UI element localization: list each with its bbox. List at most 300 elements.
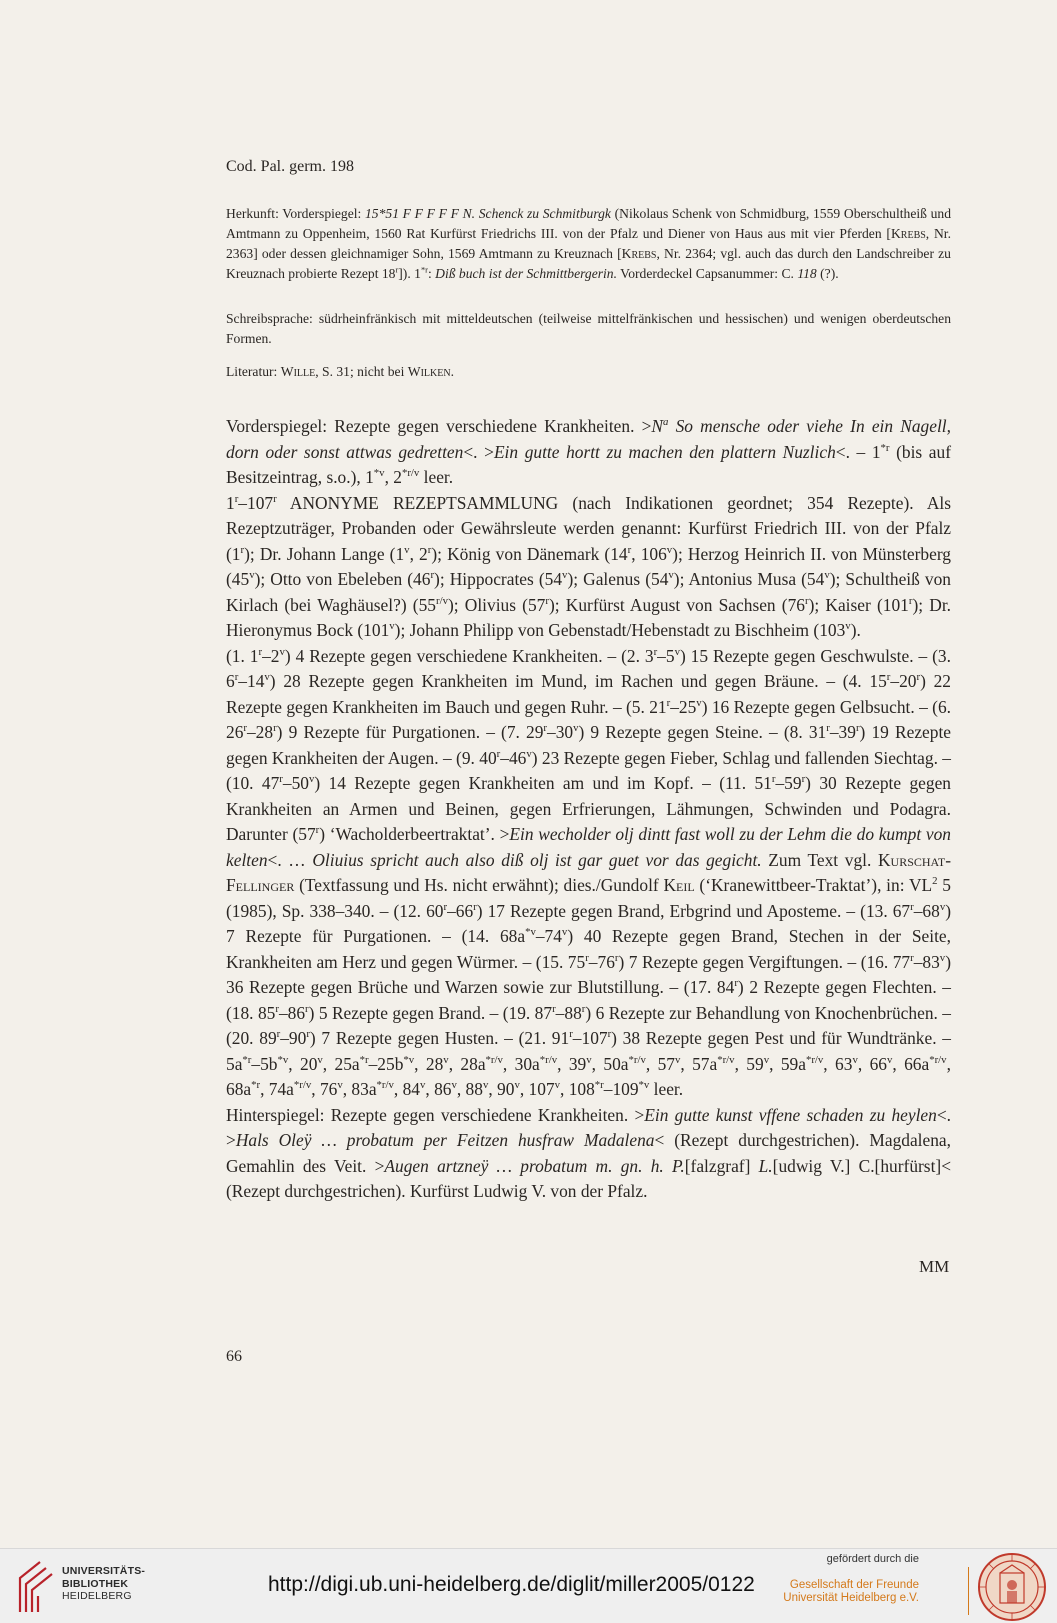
sponsor-by: gefördert durch die — [826, 1553, 919, 1565]
text-run: So mensche oder viehe In ein Nagell, dorn oder sonst attwas gedretten — [226, 416, 951, 462]
text-run: 6 Rezepte zur Behandlung von Knochenbrüchen. – — [591, 1002, 951, 1023]
text-run: <. > — [463, 441, 494, 462]
text-run: –50 — [282, 773, 309, 793]
text-run: ); König von Dänemark (14 — [431, 543, 628, 564]
text-run: *r/v — [485, 1053, 503, 1066]
text-run: ); Johann Philipp von Gebenstadt/Hebenstadt zu Bischheim (103 — [394, 620, 846, 640]
text-run: ); Otto von Ebeleben (46 — [254, 569, 431, 589]
text-run: *r — [251, 1079, 261, 1092]
text-run: ); Herzog Heinrich II. von Münsterberg (45 — [226, 543, 952, 589]
footer-bar — [0, 1548, 1057, 1623]
text-run: v — [389, 620, 395, 633]
text-run: r — [614, 951, 619, 964]
text-run: v — [668, 569, 674, 582]
text-run: : — [427, 266, 436, 281]
text-run: Hals Oleÿ … probatum per Feitzen husfraw Madalena — [235, 1130, 655, 1150]
text-run: (16. 77 — [860, 951, 911, 972]
text-run: v — [404, 543, 410, 556]
text-run: *r/v — [376, 1079, 394, 1092]
text-run: ) — [945, 900, 951, 921]
text-run: (18. 85 — [226, 1002, 276, 1023]
text-run: v — [264, 671, 270, 684]
text-run: < (Rezept durchgestrichen). Magdalena, Gemahlin des Veit. > — [226, 1130, 951, 1176]
text-run: , 28a — [448, 1053, 486, 1074]
text-run: [udwig V.] C.[hurfürst]< (Rezept durchgestrichen). Kurfürst Ludwig V. von der Pfalz. — [226, 1155, 951, 1201]
text-run: , 107 — [519, 1079, 555, 1099]
text-run: 5 Rezepte gegen Brand. – — [314, 1002, 503, 1023]
text-run: , 20 — [288, 1053, 318, 1074]
text-run: , 66 — [857, 1053, 887, 1074]
text-run: leer. — [419, 467, 454, 487]
text-run: 36 Rezepte gegen Brüche und Warzen sowie zur Blutstillung. – — [226, 977, 684, 997]
text-run: (19. 87 — [502, 1002, 553, 1023]
text-run: Augen artzneÿ … probatum m. gn. h. P. — [384, 1155, 685, 1176]
text-run: r — [443, 900, 448, 913]
text-run: –83 — [913, 951, 940, 972]
text-run: r — [240, 543, 245, 556]
text-run: (7. 29 — [501, 722, 544, 742]
text-run: v — [886, 1053, 893, 1066]
text-run: r — [306, 1028, 310, 1041]
text-run: *r/v — [805, 1053, 824, 1066]
text-run: N — [651, 416, 664, 436]
text-run: r — [552, 1002, 556, 1015]
text-run: , 108 — [560, 1079, 595, 1099]
text-run: ) — [309, 1028, 316, 1048]
text-run: , 106 — [631, 543, 667, 564]
sponsor-org — [729, 1579, 919, 1606]
text-run: *v — [373, 467, 385, 480]
author-signature: MM — [919, 1257, 950, 1276]
text-run: r — [666, 696, 671, 709]
text-run: (‘Kranewittbeer-Traktat’), in: VL — [694, 875, 933, 895]
text-run: r — [315, 824, 320, 837]
text-run: , S. 31; nicht bei — [315, 364, 408, 379]
text-run: r — [275, 1002, 279, 1015]
text-run: 4 Rezepte gegen verschiedene Krankheiten. – — [290, 645, 622, 666]
text-run: v — [562, 569, 568, 582]
text-run: r — [653, 645, 658, 658]
text-run: *v — [403, 1053, 415, 1066]
text-run: –30 — [547, 722, 574, 742]
text-run: ) — [284, 645, 291, 666]
text-run: r — [243, 722, 247, 735]
text-run: –25 — [670, 696, 697, 717]
text-run: (11. 51 — [719, 773, 772, 793]
text-run: r — [607, 1028, 612, 1041]
text-run: Diß buch ist der Schmittbergerin. — [435, 266, 617, 281]
text-run: v — [696, 696, 702, 709]
text-run: Keil — [663, 875, 695, 895]
text-run: 1 — [226, 492, 235, 513]
text-run: <. – 1 — [835, 441, 881, 462]
text-run: (9. 40 — [456, 747, 497, 768]
text-run: –107 — [238, 492, 274, 513]
text-run: –39 — [829, 722, 856, 742]
text-run: , 57 — [645, 1053, 675, 1074]
text-run: r — [569, 1028, 573, 1041]
text-run: v — [674, 645, 680, 658]
text-run: r — [496, 747, 501, 760]
text-run: (10. 47 — [226, 773, 280, 793]
text-run: 38 Rezepte gegen Pest und für Wundtränke. – 5a — [226, 1028, 951, 1074]
text-run: ) — [531, 747, 538, 768]
text-run: ) — [805, 773, 811, 793]
text-run: v — [317, 1053, 323, 1066]
logo-line: BIBLIOTHEK — [62, 1577, 129, 1590]
text-run: (Nikolaus Schenk von Schmidburg, 1559 Oberschultheiß und Amtmann zu Oppenheim, 1560 Rat Kurfürst Friedrichs III. von der Pfalz und Diener von Haus aus mit vier Pferden [ — [226, 206, 951, 241]
text-run: ); Olivius (57 — [447, 594, 546, 615]
text-run: , 66a — [892, 1053, 930, 1074]
text-run: *r — [594, 1079, 604, 1092]
text-run: ); Dr. Hieronymus Bock (101 — [226, 594, 952, 640]
text-run: 22 Rezepte gegen Krankheiten im Bauch und gegen Ruhr. – — [226, 671, 951, 717]
text-run: r — [627, 543, 632, 556]
text-run: v — [666, 543, 673, 556]
text-run: –2 — [262, 645, 280, 666]
text-run: –5 — [657, 645, 675, 666]
text-run: *r/v — [539, 1053, 558, 1066]
text-run: (21. 91 — [518, 1028, 570, 1048]
text-run: Vorderspiegel: Rezepte gegen verschiedene Krankheiten. > — [226, 416, 652, 436]
text-run: v — [279, 645, 285, 658]
text-run: *r/v — [929, 1053, 947, 1066]
text-run: 30 Rezepte gegen Krankheiten an Armen und Beinen, gegen Erfrierungen, Lähmungen, Schwinden und Podagra. Darunter (57 — [226, 773, 951, 844]
text-run: , 57a — [680, 1053, 718, 1074]
text-run: r — [916, 671, 921, 684]
text-run: r — [545, 594, 549, 607]
text-run: , 84 — [393, 1079, 420, 1099]
text-run: *r — [242, 1053, 252, 1066]
text-run: r — [734, 977, 738, 990]
text-run: v — [419, 1079, 426, 1092]
text-run: Ein gutte hortt zu machen den plattern Nuzlich — [493, 441, 836, 462]
text-run: ); Kurfürst August von Sachsen (76 — [548, 594, 805, 615]
text-run: (5. 21 — [626, 696, 667, 717]
text-run: r — [427, 543, 432, 556]
text-run: 118 — [797, 266, 817, 281]
text-run: (17. 84 — [683, 977, 735, 997]
text-run: [falzgraf] — [684, 1155, 759, 1176]
text-run: ) — [920, 671, 926, 691]
text-run: (1. 1 — [226, 645, 259, 666]
text-run: v — [674, 1053, 681, 1066]
herkunft-paragraph — [226, 204, 951, 284]
sponsor-org-line: Universität Heidelberg e.V. — [783, 1592, 919, 1604]
text-run: *r/v — [401, 467, 420, 480]
text-run: *r/v — [717, 1053, 735, 1066]
text-run: ) — [701, 696, 708, 717]
text-run: 23 Rezepte gegen Fieber, Schlag und fallenden Siechtag. – — [537, 747, 951, 768]
text-run: 14 Rezepte gegen Krankheiten am und im Kopf. – — [320, 773, 720, 793]
text-run: *r — [420, 264, 428, 275]
text-run: v — [586, 1053, 592, 1066]
text-run: –14 — [238, 671, 265, 691]
text-run: 28 Rezepte gegen Krankheiten im Mund, im Rachen und gegen Bräune. – — [275, 671, 843, 691]
text-run: 9 Rezepte für Purgationen. – — [282, 722, 502, 742]
text-run: (13. 67 — [860, 900, 911, 921]
text-run: r — [910, 951, 914, 964]
text-run: ) — [585, 1002, 592, 1023]
text-run: v — [852, 1053, 858, 1066]
text-run: 7 Rezepte für Purgationen. – — [226, 926, 462, 946]
text-run: –20 — [890, 671, 917, 691]
text-run: r — [908, 594, 913, 607]
text-run: (?). — [816, 266, 839, 281]
text-run: –76 — [588, 951, 615, 972]
text-run: (12. 60 — [393, 900, 444, 921]
text-run: *v — [638, 1079, 650, 1092]
text-run: r — [234, 671, 239, 684]
text-run: ) — [859, 722, 866, 742]
text-run: ) — [269, 671, 276, 691]
text-run: r — [430, 569, 435, 582]
text-run: Schreibsprache: südrheinfränkisch mit mitteldeutschen (teilweise mittelfränkischen und hessischen) und wenigen oberdeutschen Formen. — [226, 311, 951, 346]
text-run: –86 — [278, 1002, 306, 1023]
text-run: r — [273, 722, 277, 735]
text-run: , 30a — [502, 1053, 540, 1074]
text-run: –88 — [555, 1002, 582, 1023]
text-run: –68 — [913, 900, 940, 921]
text-run: (2. 3 — [621, 645, 654, 666]
text-run: , 90 — [488, 1079, 515, 1099]
text-run: v — [526, 747, 532, 760]
text-run: Vorderdeckel Capsanummer: C. — [617, 266, 798, 281]
text-run: ); Antonius Musa (54 — [673, 569, 825, 589]
text-run: (bis auf Besitzeintrag, s.o.), 1 — [226, 441, 951, 487]
text-run: Kurschat-Fellinger — [226, 849, 951, 895]
text-run: Herkunft: Vorderspiegel: — [226, 206, 365, 221]
text-run: –107 — [572, 1028, 608, 1048]
text-run: , 59 — [734, 1053, 764, 1074]
text-run: ); Galenus (54 — [567, 569, 669, 589]
text-run: ) — [567, 926, 574, 946]
text-run: r — [395, 264, 399, 275]
text-run: r — [276, 1028, 281, 1041]
university-seal-icon — [976, 1551, 1048, 1623]
text-run: , Nr. 2363] oder dessen gleichnamiger Sohn, 1569 Amtmann zu Kreuznach [ — [226, 226, 951, 261]
text-run: 19 Rezepte gegen Krankheiten der Augen. – — [226, 722, 951, 768]
text-run: (4. 15 — [842, 671, 887, 691]
text-run: v — [451, 1079, 457, 1092]
text-run: (8. 31 — [783, 722, 827, 742]
text-run: leer. — [649, 1079, 684, 1099]
text-run: –25b — [368, 1053, 404, 1074]
text-run: v — [514, 1079, 520, 1092]
text-run: a — [663, 416, 669, 429]
text-run: –109 — [603, 1079, 639, 1099]
text-run: r — [585, 951, 589, 964]
text-run: 7 Rezepte gegen Vergiftungen. – — [624, 951, 861, 972]
text-run: Wilken — [407, 364, 451, 379]
text-run: *v — [277, 1053, 289, 1066]
text-run: 7 Rezepte gegen Husten. – — [315, 1028, 519, 1048]
text-run: –74 — [535, 926, 562, 946]
text-run: r — [234, 492, 239, 505]
main-description — [226, 414, 951, 1205]
text-run: v — [443, 1053, 449, 1066]
text-run: ) — [578, 722, 585, 742]
text-run: 5 (1985), Sp. 338–340. – — [226, 875, 951, 921]
page-number: 66 — [226, 1348, 242, 1365]
text-run: , 39 — [557, 1053, 587, 1074]
text-run: –66 — [447, 900, 474, 921]
text-run: ) — [308, 1002, 315, 1023]
text-run: r — [305, 1002, 309, 1015]
text-run: (15. 75 — [535, 951, 586, 972]
text-run: v — [939, 900, 946, 913]
text-run: ) — [618, 951, 625, 972]
text-run: *r/v — [293, 1079, 312, 1092]
text-run: , 68a — [226, 1053, 951, 1099]
text-run: ). — [850, 620, 861, 640]
literatur-paragraph — [226, 362, 951, 382]
text-run: r — [279, 773, 283, 786]
sponsor-org-line: Gesellschaft der Freunde — [789, 1578, 919, 1591]
text-run: v — [249, 569, 255, 582]
text-run: Oliuius spricht auch also diß olj ist gar guet vor das gegicht. — [312, 849, 762, 870]
sponsor-divider — [968, 1567, 969, 1615]
text-run: r — [826, 722, 830, 735]
sections-text — [226, 644, 951, 1103]
text-run: ) — [276, 722, 283, 742]
text-run: ) — [314, 773, 321, 793]
text-run: v — [573, 722, 579, 735]
text-run: *r — [880, 441, 890, 454]
text-run: 16 Rezepte gegen Gelbsucht. – — [707, 696, 933, 717]
text-run: L. — [758, 1155, 773, 1176]
text-run: , 88 — [456, 1079, 483, 1099]
text-run: *v — [525, 926, 536, 939]
text-run: r — [886, 671, 891, 684]
hinterspiegel-text — [226, 1103, 951, 1205]
text-run: v — [845, 620, 851, 633]
text-run: (14. 68a — [461, 926, 526, 946]
text-run: r/v — [436, 594, 448, 607]
text-run: <. … — [267, 849, 313, 870]
text-run: –46 — [500, 747, 527, 768]
text-run: 2 — [932, 875, 938, 888]
text-run: –59 — [775, 773, 802, 793]
text-run: r — [771, 773, 776, 786]
text-run: r — [805, 594, 809, 607]
schreibsprache-paragraph — [226, 309, 951, 349]
text-run: r — [258, 645, 263, 658]
text-run: ); Dr. Johann Lange (1 — [244, 543, 405, 564]
text-run: Zum Text vgl. — [761, 849, 878, 870]
schreibsprache-text — [226, 309, 951, 349]
text-run: r — [801, 773, 806, 786]
text-run: v — [561, 926, 568, 939]
text-run: Ein wecholder olj dintt fast woll zu der Lehm die do kumpt von kelten — [226, 824, 951, 870]
text-run: Hinterspiegel: Rezepte gegen verschiedene Krankheiten. > — [226, 1104, 645, 1125]
text-run: ) — [945, 951, 951, 972]
text-run: 15 Rezepte gegen Geschwulste. – — [685, 645, 933, 666]
text-run: r — [855, 722, 860, 735]
text-run: ANONYME REZEPTSAMMLUNG (nach Indikationen geordnet; 354 Rezepte). Als Rezeptzuträger, Probanden oder Gewährsleute werden genannt: Kurfürst Friedrich III. von der Pfalz (1 — [226, 492, 951, 564]
text-run: ); Hippocrates (54 — [434, 569, 563, 589]
text-run: ) — [611, 1028, 617, 1048]
literatur-text — [226, 362, 951, 382]
vorderspiegel-text — [226, 414, 951, 491]
text-run: , 2 — [384, 467, 402, 487]
text-run: , 63 — [823, 1053, 853, 1074]
text-run: <. > — [226, 1104, 952, 1150]
text-run: , 25a — [322, 1053, 360, 1074]
text-run: , Nr. 2364; vgl. auch das durch den Landschreiber zu Kreuznach probierte Rezept 18 — [226, 246, 951, 281]
text-run: r — [543, 722, 548, 735]
page-heading: Cod. Pal. germ. 198 — [226, 158, 354, 175]
text-run: ) ‘Wacholderbeertraktat’. > — [319, 824, 510, 844]
text-run: Literatur: — [226, 364, 281, 379]
text-run: ) — [737, 977, 744, 997]
text-run: , 76 — [311, 1079, 338, 1099]
text-run: ); Schultheiß von Kirlach (bei Waghäusel?) (55 — [226, 569, 951, 615]
text-run: , 83a — [342, 1079, 377, 1099]
text-run: –5b — [251, 1053, 278, 1074]
text-run: *r — [359, 1053, 369, 1066]
text-run: (6. 26 — [226, 696, 951, 742]
text-run: *r/v — [628, 1053, 646, 1066]
text-run: Krebs — [621, 246, 657, 261]
logo-line: UNIVERSITÄTS- — [62, 1565, 146, 1577]
text-run: ]). 1 — [398, 266, 421, 281]
ub-logo-text — [62, 1565, 145, 1603]
anonyme-text — [226, 491, 951, 644]
text-run: , 2 — [409, 543, 428, 564]
digi-url-link[interactable]: http://digi.ub.uni-heidelberg.de/diglit/miller2005/0122 — [268, 1573, 755, 1596]
sponsor-block — [729, 1553, 919, 1606]
text-run: (3. 6 — [226, 645, 951, 691]
text-run: v — [763, 1053, 770, 1066]
text-run: v — [482, 1079, 489, 1092]
text-run: , 50a — [591, 1053, 629, 1074]
text-run: ) — [476, 900, 483, 921]
text-run: 9 Rezepte gegen Steine. – — [584, 722, 784, 742]
text-run: v — [337, 1079, 343, 1092]
text-run: 2 Rezepte gegen Flechten. – — [743, 977, 951, 997]
text-run: Ein gutte kunst vffene schaden zu heylen — [644, 1104, 937, 1125]
text-run: v — [824, 569, 830, 582]
text-run: v — [308, 773, 315, 786]
text-run: r — [473, 900, 477, 913]
ub-logo-icon — [10, 1556, 56, 1616]
text-run: ); Kaiser (101 — [808, 594, 909, 615]
text-run: r — [910, 900, 914, 913]
text-run: –90 — [280, 1028, 307, 1048]
text-run: Krebs — [890, 226, 926, 241]
text-run: v — [939, 951, 946, 964]
text-run: ) — [679, 645, 686, 666]
text-run: , 86 — [425, 1079, 452, 1099]
text-run: (Textfassung und Hs. nicht erwähnt); dies./Gundolf — [294, 875, 664, 895]
text-run: . — [450, 364, 454, 379]
text-run: Wille — [280, 364, 316, 379]
text-run: , 59a — [769, 1053, 806, 1074]
text-run: 15*51 F F F F F N. Schenck zu Schmitburgk — [365, 206, 611, 221]
text-run: (20. 89 — [226, 1028, 277, 1048]
text-run: r — [581, 1002, 586, 1015]
text-run: , 74a — [260, 1079, 294, 1099]
text-run: –28 — [246, 722, 274, 742]
text-run: 40 Rezepte gegen Brand, Stechen in der Seite, Krankheiten am Herz und gegen Würmer. – — [226, 926, 951, 972]
text-run: , 28 — [414, 1053, 444, 1074]
text-run: r — [273, 492, 277, 505]
herkunft-text — [226, 204, 951, 284]
text-run: 17 Rezepte gegen Brand, Erbgrind und Aposteme. – — [482, 900, 861, 921]
text-run: v — [554, 1079, 560, 1092]
logo-line: HEIDELBERG — [62, 1590, 132, 1602]
